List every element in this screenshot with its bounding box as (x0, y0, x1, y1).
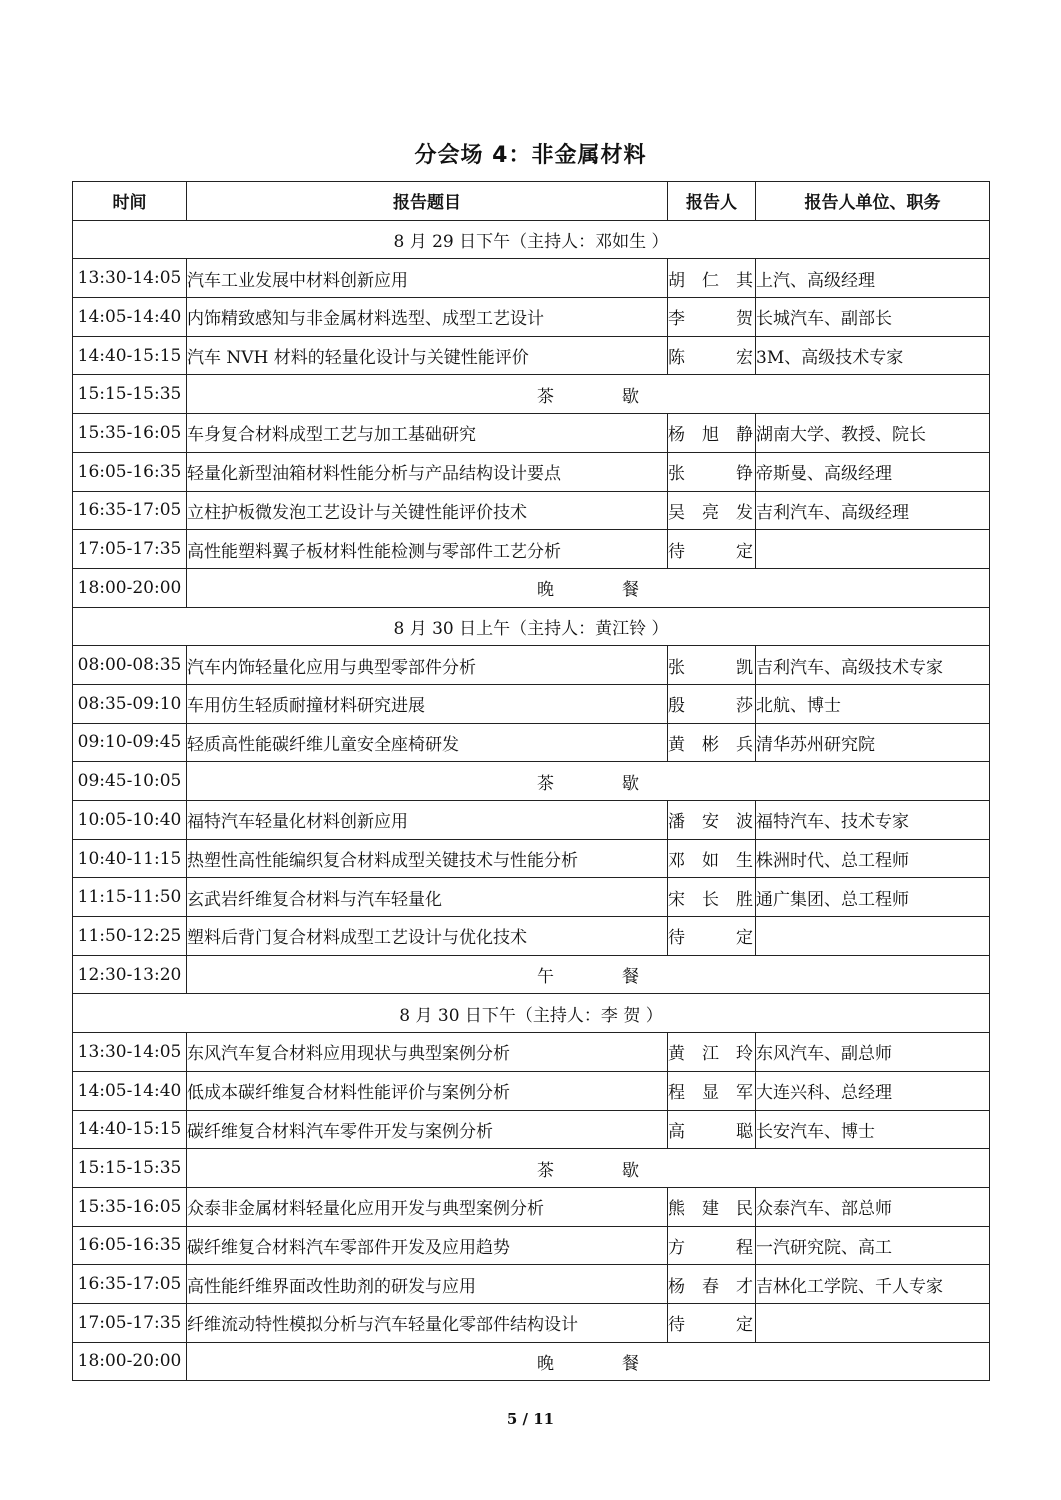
break-label: 晚餐 (537, 580, 707, 601)
time-cell: 13:30-14:05 (73, 259, 187, 298)
section-heading: 8 月 30 日下午（主持人：李 贺 ） (73, 994, 990, 1033)
talk-row (73, 684, 990, 723)
org-cell: 长城汽车、副部长 (756, 298, 990, 337)
topic-cell: 碳纤维复合材料汽车零部件开发及应用趋势 (187, 1226, 668, 1265)
time-cell: 16:05-16:35 (73, 1226, 187, 1265)
topic-cell: 车身复合材料成型工艺与加工基础研究 (187, 414, 668, 453)
org-cell (756, 917, 990, 956)
break-label: 茶歇 (537, 1160, 707, 1181)
org-cell: 3M、高级技术专家 (756, 336, 990, 375)
break-row (73, 568, 990, 607)
talk-row (73, 1071, 990, 1110)
talk-row (73, 723, 990, 762)
speaker-cell: 张凯 (668, 646, 756, 685)
talk-row (73, 259, 990, 298)
page-number: 5 / 11 (506, 1410, 555, 1428)
speaker-cell: 胡仁其 (668, 259, 756, 298)
org-cell: 吉利汽车、高级经理 (756, 491, 990, 530)
org-cell: 帝斯曼、高级经理 (756, 452, 990, 491)
break-cell (187, 1342, 990, 1381)
time-cell: 10:05-10:40 (73, 801, 187, 840)
talk-row (73, 839, 990, 878)
time-cell: 09:10-09:45 (73, 723, 187, 762)
page-title: 分会场 4：非金属材料 (414, 143, 647, 168)
speaker-cell: 杨旭静 (668, 414, 756, 453)
time-cell: 17:05-17:35 (73, 530, 187, 569)
time-cell: 08:00-08:35 (73, 646, 187, 685)
talk-row (73, 1226, 990, 1265)
speaker-cell: 待定 (668, 530, 756, 569)
break-cell (187, 375, 990, 414)
topic-cell: 碳纤维复合材料汽车零件开发与案例分析 (187, 1110, 668, 1149)
break-row (73, 1342, 990, 1381)
break-cell (187, 568, 990, 607)
break-cell (187, 955, 990, 994)
topic-cell: 汽车内饰轻量化应用与典型零部件分析 (187, 646, 668, 685)
break-row (73, 762, 990, 801)
topic-cell: 汽车 NVH 材料的轻量化设计与关键性能评价 (187, 336, 668, 375)
speaker-cell: 高聪 (668, 1110, 756, 1149)
time-cell: 18:00-20:00 (73, 568, 187, 607)
talk-row (73, 491, 990, 530)
speaker-cell: 方程 (668, 1226, 756, 1265)
speaker-cell: 殷莎 (668, 684, 756, 723)
org-cell: 福特汽车、技术专家 (756, 801, 990, 840)
speaker-cell: 黄彬兵 (668, 723, 756, 762)
speaker-cell: 邓如生 (668, 839, 756, 878)
org-cell: 吉利汽车、高级技术专家 (756, 646, 990, 685)
section-row (73, 994, 990, 1033)
topic-cell: 高性能纤维界面改性助剂的研发与应用 (187, 1265, 668, 1304)
org-cell: 上汽、高级经理 (756, 259, 990, 298)
time-cell: 15:35-16:05 (73, 414, 187, 453)
topic-cell: 高性能塑料翼子板材料性能检测与零部件工艺分析 (187, 530, 668, 569)
time-cell: 17:05-17:35 (73, 1303, 187, 1342)
topic-cell: 热塑性高性能编织复合材料成型关键技术与性能分析 (187, 839, 668, 878)
break-label: 茶歇 (537, 773, 707, 794)
org-cell (756, 1303, 990, 1342)
header-row (73, 182, 990, 221)
topic-cell: 福特汽车轻量化材料创新应用 (187, 801, 668, 840)
speaker-cell: 程显军 (668, 1071, 756, 1110)
header-speaker: 报告人 (668, 182, 756, 221)
section-heading: 8 月 29 日下午（主持人：邓如生 ） (73, 220, 990, 259)
schedule-body (73, 182, 990, 1381)
org-cell: 东风汽车、副总师 (756, 1033, 990, 1072)
topic-cell: 东风汽车复合材料应用现状与典型案例分析 (187, 1033, 668, 1072)
org-cell: 湖南大学、教授、院长 (756, 414, 990, 453)
break-cell (187, 1149, 990, 1188)
time-cell: 16:35-17:05 (73, 1265, 187, 1304)
speaker-cell: 待定 (668, 917, 756, 956)
org-cell: 清华苏州研究院 (756, 723, 990, 762)
time-cell: 09:45-10:05 (73, 762, 187, 801)
talk-row (73, 452, 990, 491)
talk-row (73, 298, 990, 337)
org-cell: 众泰汽车、部总师 (756, 1187, 990, 1226)
header-org: 报告人单位、职务 (756, 182, 990, 221)
time-cell: 11:50-12:25 (73, 917, 187, 956)
time-cell: 10:40-11:15 (73, 839, 187, 878)
time-cell: 15:15-15:35 (73, 1149, 187, 1188)
time-cell: 12:30-13:20 (73, 955, 187, 994)
org-cell: 北航、博士 (756, 684, 990, 723)
topic-cell: 玄武岩纤维复合材料与汽车轻量化 (187, 878, 668, 917)
org-cell: 吉林化工学院、千人专家 (756, 1265, 990, 1304)
time-cell: 13:30-14:05 (73, 1033, 187, 1072)
speaker-cell: 陈宏 (668, 336, 756, 375)
time-cell: 16:35-17:05 (73, 491, 187, 530)
time-cell: 14:40-15:15 (73, 1110, 187, 1149)
header-time: 时间 (73, 182, 187, 221)
break-row (73, 375, 990, 414)
talk-row (73, 414, 990, 453)
topic-cell: 内饰精致感知与非金属材料选型、成型工艺设计 (187, 298, 668, 337)
speaker-cell: 黄江玲 (668, 1033, 756, 1072)
topic-cell: 轻质高性能碳纤维儿童安全座椅研发 (187, 723, 668, 762)
org-cell: 株洲时代、总工程师 (756, 839, 990, 878)
topic-cell: 众泰非金属材料轻量化应用开发与典型案例分析 (187, 1187, 668, 1226)
talk-row (73, 530, 990, 569)
topic-cell: 轻量化新型油箱材料性能分析与产品结构设计要点 (187, 452, 668, 491)
talk-row (73, 801, 990, 840)
talk-row (73, 1033, 990, 1072)
time-cell: 11:15-11:50 (73, 878, 187, 917)
time-cell: 14:05-14:40 (73, 298, 187, 337)
time-cell: 14:05-14:40 (73, 1071, 187, 1110)
talk-row (73, 646, 990, 685)
speaker-cell: 吴亮发 (668, 491, 756, 530)
talk-row (73, 917, 990, 956)
topic-cell: 车用仿生轻质耐撞材料研究进展 (187, 684, 668, 723)
talk-row (73, 1187, 990, 1226)
speaker-cell: 待定 (668, 1303, 756, 1342)
org-cell: 大连兴科、总经理 (756, 1071, 990, 1110)
break-cell (187, 762, 990, 801)
time-cell: 15:15-15:35 (73, 375, 187, 414)
break-label: 午餐 (537, 967, 707, 988)
time-cell: 08:35-09:10 (73, 684, 187, 723)
speaker-cell: 潘安波 (668, 801, 756, 840)
talk-row (73, 1110, 990, 1149)
talk-row (73, 1265, 990, 1304)
org-cell: 长安汽车、博士 (756, 1110, 990, 1149)
break-label: 茶歇 (537, 386, 707, 407)
speaker-cell: 熊建民 (668, 1187, 756, 1226)
topic-cell: 低成本碳纤维复合材料性能评价与案例分析 (187, 1071, 668, 1110)
break-row (73, 955, 990, 994)
speaker-cell: 杨春才 (668, 1265, 756, 1304)
time-cell: 16:05-16:35 (73, 452, 187, 491)
talk-row (73, 878, 990, 917)
speaker-cell: 张铮 (668, 452, 756, 491)
break-row (73, 1149, 990, 1188)
section-row (73, 220, 990, 259)
section-heading: 8 月 30 日上午（主持人：黄江铃 ） (73, 607, 990, 646)
topic-cell: 塑料后背门复合材料成型工艺设计与优化技术 (187, 917, 668, 956)
break-label: 晚餐 (537, 1353, 707, 1374)
topic-cell: 纤维流动特性模拟分析与汽车轻量化零部件结构设计 (187, 1303, 668, 1342)
org-cell: 一汽研究院、高工 (756, 1226, 990, 1265)
speaker-cell: 宋长胜 (668, 878, 756, 917)
org-cell (756, 530, 990, 569)
schedule-table (72, 181, 990, 1381)
talk-row (73, 1303, 990, 1342)
topic-cell: 汽车工业发展中材料创新应用 (187, 259, 668, 298)
speaker-cell: 李贺 (668, 298, 756, 337)
talk-row (73, 336, 990, 375)
topic-cell: 立柱护板微发泡工艺设计与关键性能评价技术 (187, 491, 668, 530)
section-row (73, 607, 990, 646)
header-topic: 报告题目 (187, 182, 668, 221)
time-cell: 18:00-20:00 (73, 1342, 187, 1381)
org-cell: 通广集团、总工程师 (756, 878, 990, 917)
time-cell: 14:40-15:15 (73, 336, 187, 375)
time-cell: 15:35-16:05 (73, 1187, 187, 1226)
